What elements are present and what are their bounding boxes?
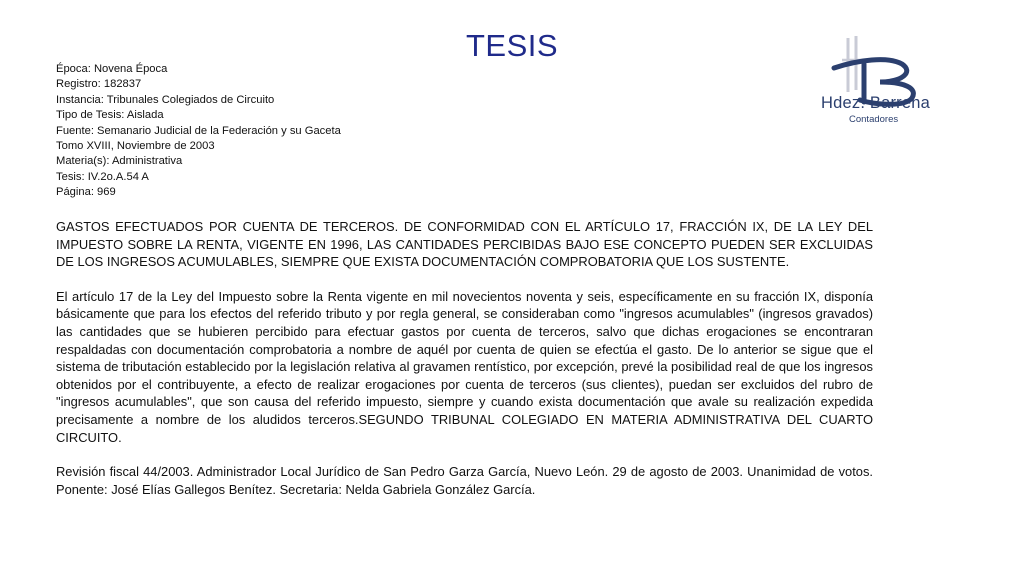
meta-pagina: Página: 969 (56, 186, 116, 199)
page-title: TESIS (465, 28, 559, 63)
meta-tipo: Tipo de Tesis: Aislada (56, 109, 164, 122)
meta-materia: Materia(s): Administrativa (56, 155, 183, 168)
meta-epoca: Época: Novena Época (56, 63, 168, 75)
meta-instancia: Instancia: Tribunales Colegiados de Circuito (56, 93, 275, 106)
thesis-body (56, 218, 873, 515)
logo-name: Hdez. Barrena (821, 94, 930, 112)
logo-subtitle: Contadores (849, 114, 899, 125)
thesis-heading: GASTOS EFECTUADOS POR CUENTA DE TERCEROS. DE CONFORMIDAD CON EL ARTÍCULO 17, FRACCIÓN IX, DE LA LEY DEL IMPUESTO SOBRE LA RENTA, VIGENTE EN 1996, LAS CANTIDADES PERCIBIDAS BAJO ESE CONCEPTO PUEDEN SER EXCLUIDAS DE LOS INGRESOS ACUMULABLES, SIEMPRE QUE EXISTA DOCUMENTACIÓN COMPROBATORIA QUE LOS SUSTENTE. (56, 219, 873, 270)
thesis-metadata (56, 62, 476, 201)
meta-tomo: Tomo XVIII, Noviembre de 2003 (56, 140, 215, 153)
meta-registro: Registro: 182837 (56, 78, 142, 91)
thesis-footer: Revisión fiscal 44/2003. Administrador Local Jurídico de San Pedro Garza García, Nuevo León. 29 de agosto de 2003. Unanimidad de votos. Ponente: José Elías Gallegos Benítez. Secretaria: Nelda Gabriela González García. (56, 464, 873, 497)
thesis-paragraph: El artículo 17 de la Ley del Impuesto sobre la Renta vigente en mil novecientos noventa y seis, específicamente en su fracción IX, disponía básicamente que para los efectos del referido tributo y por regla general, se consideraban como "ingresos acumulables" (ingresos gravados) las cantidades que se hubieren percibido para efectuar gastos por cuenta de terceros, salvo que dichas erogaciones se encontraran respaldadas con documentación comprobatoria a nombre de aquél por cuenta de quien se efectúa el gasto. De lo anterior se sigue que el sistema de tributación establecido por la legislación relativa al gravamen rentístico, por excepción, prevé la posibilidad real de que los ingresos obtenidos por el contribuyente, a efecto de realizar erogaciones por cuenta de terceros (sus clientes), puedan ser excluidos del rubro de "ingresos acumulables", que son causa del referido impuesto, siempre y cuando exista documentación que avale su realización expedida precisamente a nombre de los aludidos terceros.SEGUNDO TRIBUNAL COLEGIADO EN MATERIA ADMINISTRATIVA DEL CUARTO CIRCUITO. (56, 288, 873, 445)
meta-tesis: Tesis: IV.2o.A.54 A (56, 170, 149, 183)
meta-fuente: Fuente: Semanario Judicial de la Federación y su Gaceta (56, 124, 341, 137)
